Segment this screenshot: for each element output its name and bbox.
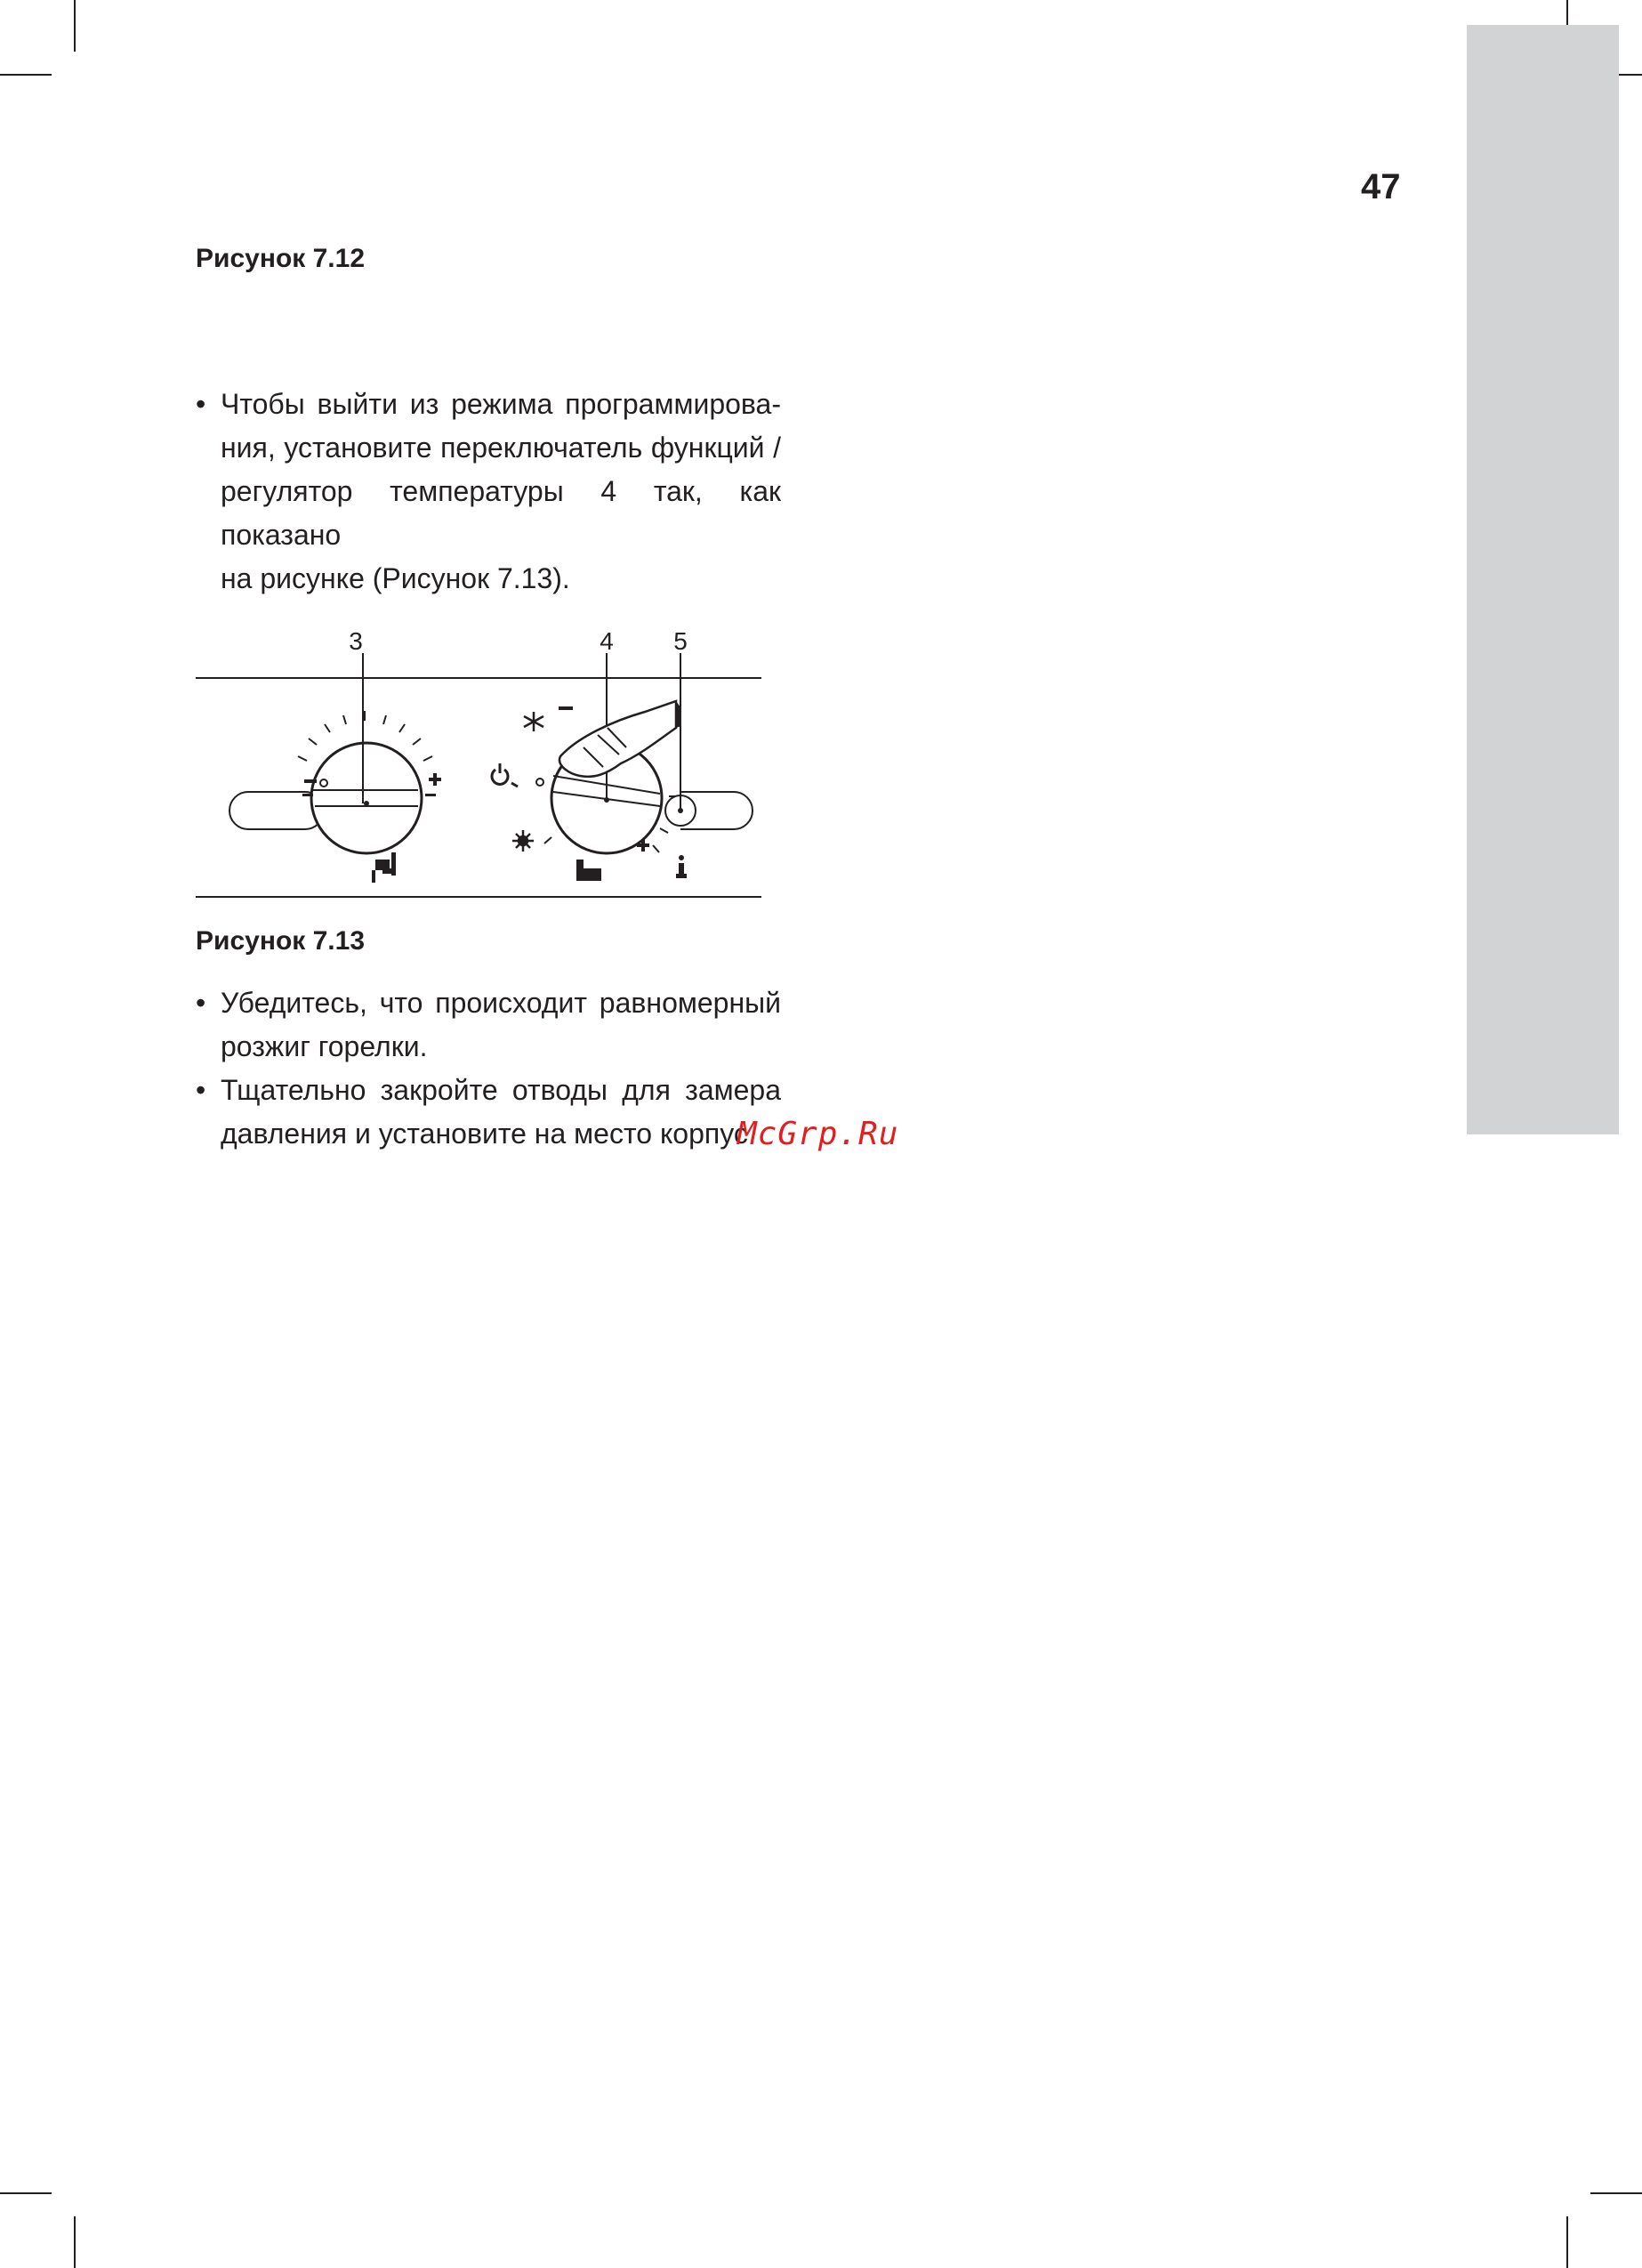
bullet: • [196, 1074, 206, 1106]
snowflake-icon [524, 712, 543, 731]
sun-icon [512, 830, 534, 852]
watermark: McGrp.Ru [737, 1116, 899, 1152]
dhw-temperature-dial [298, 711, 436, 853]
callout-3: 3 [349, 627, 363, 655]
left-button [229, 792, 324, 829]
side-tab [1467, 25, 1619, 1134]
bullet: • [196, 388, 206, 420]
caption-figure-7-12: Рисунок 7.12 [196, 244, 366, 273]
paragraph-line: на рисунке (Рисунок 7.13). [221, 562, 570, 594]
paragraph-close-pressure-taps [196, 1069, 781, 1156]
radiator-icon [576, 860, 601, 881]
info-icon [676, 855, 687, 878]
paragraph-exit-programming [196, 383, 781, 601]
callout-4: 4 [600, 627, 614, 655]
caption-figure-7-13: Рисунок 7.13 [196, 926, 366, 956]
page-number: 47 [1361, 167, 1401, 206]
minus-sign-icon [304, 779, 317, 783]
bullet: • [196, 987, 206, 1019]
callout-dot-5 [678, 808, 683, 813]
minus-sign-icon [559, 706, 573, 710]
crop-mark [0, 2192, 52, 2194]
crop-mark [74, 0, 76, 52]
callout-5: 5 [673, 627, 688, 655]
crop-mark [0, 74, 52, 76]
paragraph-line: Тщательно закройте отводы для замера [221, 1074, 781, 1106]
power-icon [492, 763, 518, 787]
paragraph-line: Убедитесь, что происходит равномерный [221, 987, 781, 1019]
paragraph-line: розжиг горелки. [221, 1030, 428, 1062]
paragraph-line: ния, установите переключатель функций / [221, 432, 781, 464]
paragraph-line: регулятор температуры 4 так, как показано [221, 475, 781, 551]
tap-icon [372, 852, 396, 883]
crop-mark [1590, 2192, 1642, 2194]
paragraph-check-ignition [196, 981, 781, 1069]
crop-mark [74, 2216, 76, 2268]
plus-sign-icon [429, 773, 441, 786]
paragraph-line: Чтобы выйти из режима программирова- [221, 388, 781, 420]
control-panel-figure [196, 623, 765, 908]
crop-mark [1566, 2216, 1568, 2268]
paragraph-line: давления и установите на место корпус [221, 1118, 748, 1150]
